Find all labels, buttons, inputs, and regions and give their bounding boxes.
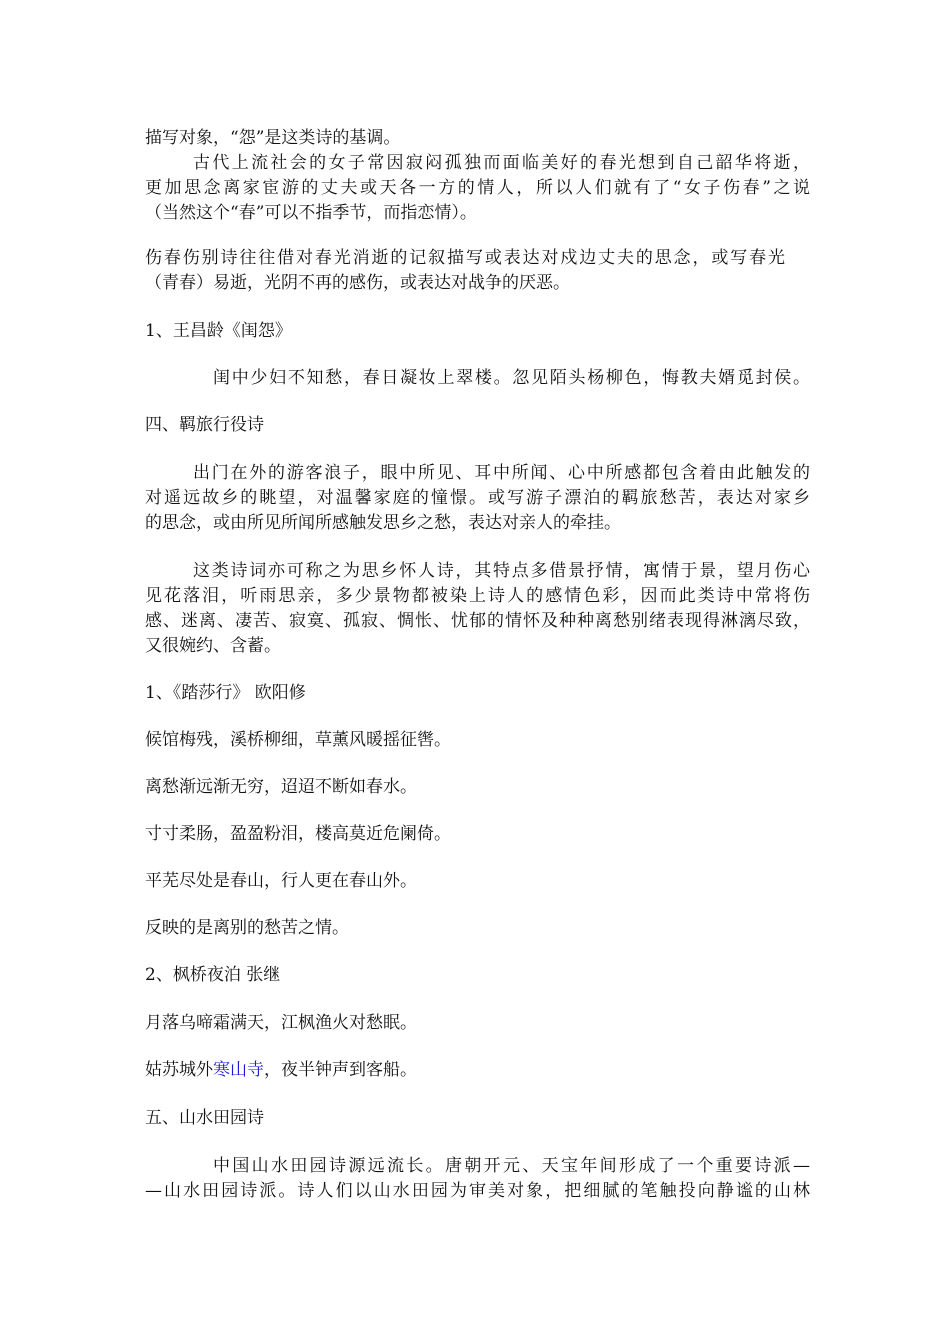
hanshan-temple-link[interactable]: 寒山寺 — [213, 1060, 264, 1080]
text-line: 伤春伤别诗往往借对春光消逝的记叙描写或表达对戍边丈夫的思念，或写春光 — [145, 248, 785, 268]
poem-line: 月落乌啼霜满天，江枫渔火对愁眠。 — [145, 1013, 417, 1033]
poem-line: 闺中少妇不知愁，春日凝妆上翠楼。忽见陌头杨柳色，悔教夫婿觅封侯。 — [213, 368, 810, 388]
text-line: （青春）易逝，光阴不再的感伤，或表达对战争的厌恶。 — [145, 273, 570, 293]
section-heading: 五、山水田园诗 — [145, 1108, 264, 1128]
poem-text-after-link: ，夜半钟声到客船。 — [264, 1060, 417, 1080]
text-line: 的思念，或由所见所闻所感触发思乡之愁，表达对亲人的牵挂。 — [145, 513, 621, 533]
poem-line: 平芜尽处是春山，行人更在春山外。 — [145, 871, 417, 891]
poem-text-before-link: 姑苏城外 — [145, 1060, 213, 1080]
paragraph-indented-line: 出门在外的游客浪子，眼中所见、耳中所闻、心中所感都包含着由此触发的 — [193, 463, 810, 483]
text-line: 感、迷离、凄苦、寂寞、孤寂、惆怅、忧郁的情怀及种种离愁别绪表现得淋漓尽致， — [145, 611, 810, 631]
text-line: 又很婉约、含蓄。 — [145, 636, 281, 656]
poem-line — [145, 1058, 810, 1083]
text-line: 更加思念离家宦游的丈夫或天各一方的情人，所以人们就有了“女子伤春”之说 — [145, 178, 810, 198]
poem-line: 离愁渐远渐无穷，迢迢不断如春水。 — [145, 777, 417, 797]
text-line: 反映的是离别的愁苦之情。 — [145, 918, 349, 938]
paragraph-indented-line: 古代上流社会的女子常因寂闷孤独而面临美好的春光想到自己韶华将逝， — [193, 153, 810, 173]
section-heading: 四、羁旅行役诗 — [145, 415, 264, 435]
text-line: 对遥远故乡的眺望，对温馨家庭的憧憬。或写游子漂泊的羁旅愁苦，表达对家乡 — [145, 488, 810, 508]
paragraph-indented-line: 这类诗词亦可称之为思乡怀人诗，其特点多借景抒情，寓情于景，望月伤心 — [193, 561, 810, 581]
section-heading: 1、《踏莎行》 欧阳修 — [145, 683, 306, 703]
text-line: —山水田园诗派。诗人们以山水田园为审美对象，把细腻的笔触投向静谧的山林 — [145, 1181, 810, 1201]
text-line: 见花落泪，听雨思亲，多少景物都被染上诗人的感情色彩，因而此类诗中常将伤 — [145, 586, 810, 606]
text-line: （当然这个“春”可以不指季节，而指恋情）。 — [145, 203, 477, 223]
paragraph-indented-line: 中国山水田园诗源远流长。唐朝开元、天宝年间形成了一个重要诗派— — [213, 1156, 810, 1176]
poem-line: 候馆梅残，溪桥柳细，草薰风暖摇征辔。 — [145, 730, 451, 750]
text-line: 描写对象，“怨”是这类诗的基调。 — [145, 128, 401, 148]
section-heading: 2、枫桥夜泊 张继 — [145, 965, 281, 985]
poem-line: 寸寸柔肠，盈盈粉泪，楼高莫近危阑倚。 — [145, 824, 451, 844]
section-heading: 1、王昌龄《闺怨》 — [145, 321, 292, 341]
